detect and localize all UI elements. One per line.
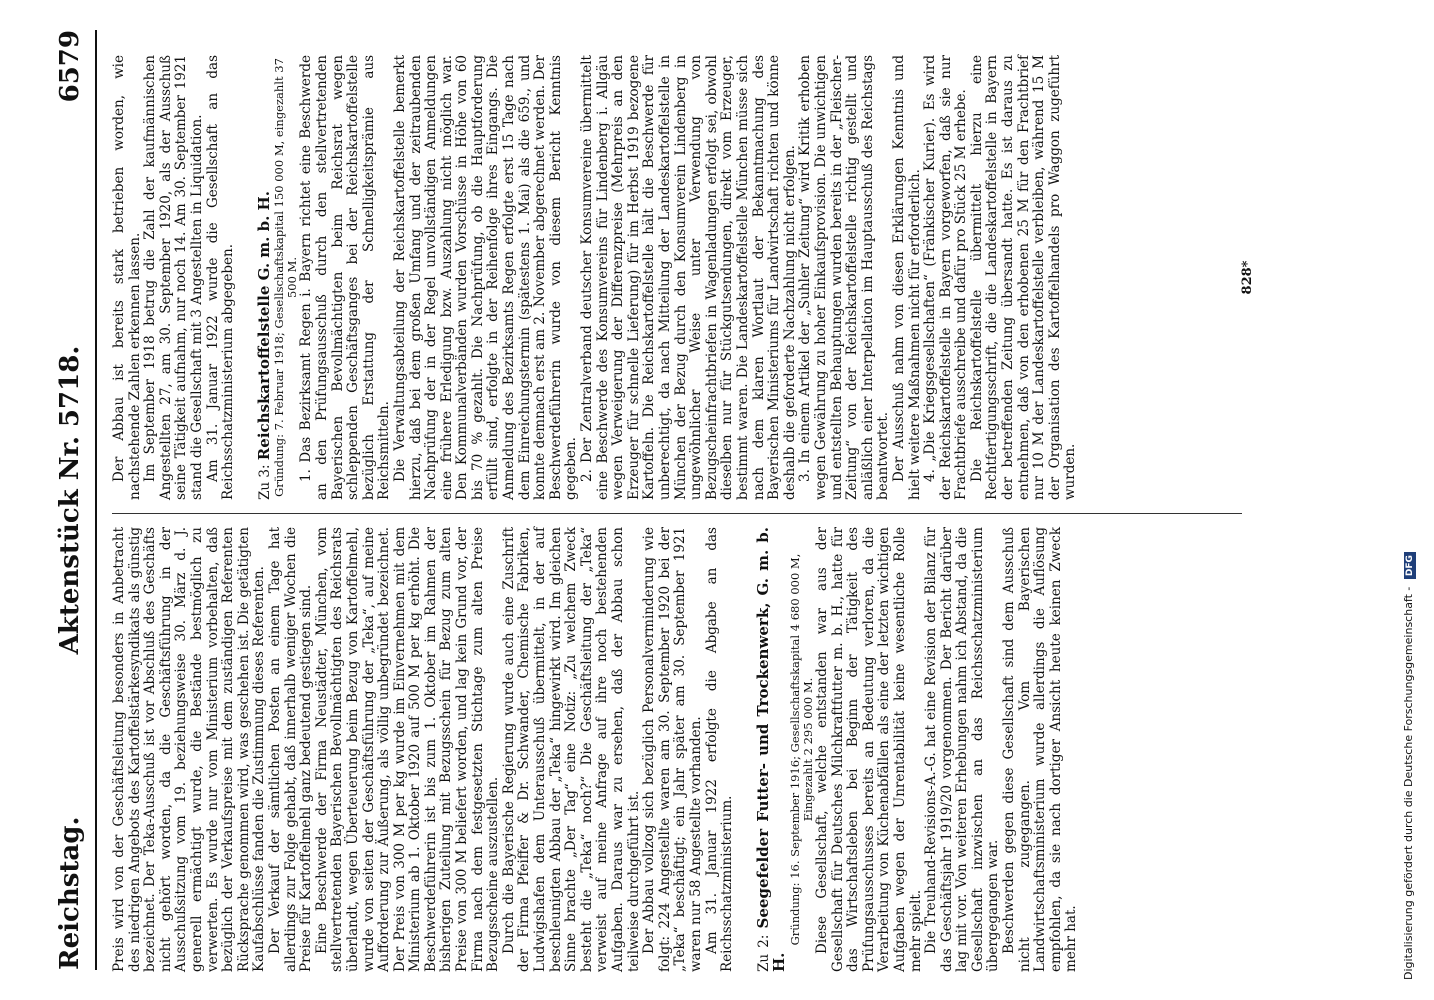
- section-prefix: Zu 2:: [755, 934, 772, 972]
- paragraph: Der Abbau ist bereits stark betrieben worden, wie nachstehende Zahlen erkennen lassen.: [111, 55, 143, 500]
- section-title: Seegefelder Futter- und Trockenwerk, G. m. b. H.: [753, 526, 789, 972]
- column-divider: [112, 513, 1242, 514]
- paragraph: Der Verkauf der sämtlichen Posten an einem Tage hat allerdings zur Folge gehabt, daß innerhalb weniger Wochen die Preise für Kartoffelmehl ganz bedeutend gestiegen sind.: [266, 527, 315, 972]
- section-prefix: Zu 3:: [256, 464, 273, 500]
- header-left: Reichstag.: [55, 816, 85, 970]
- section-heading: [753, 526, 789, 972]
- section-details: Gründung: 16. September 1916; Gesellschaftskapital 4 680 000 M, Eingezahlt 2 295 000 M.: [787, 553, 815, 946]
- digitization-text: Digitalisierung gefördert durch die Deutsche Forschungsgemeinschaft -: [1402, 586, 1415, 980]
- section-heading: [254, 55, 274, 500]
- paragraph: Beschwerden gegen diese Gesellschaft sind dem Ausschuß nicht zugegangen. Vom Bayerischen Landwirtschaftsministerium wurde allerdings die Auflösung empfohlen, da sie nach dortiger Ansicht heute keinen Zweck mehr hat.: [1001, 527, 1080, 972]
- paragraph: Am 31. Januar 1922 wurde die Gesellschaft an das Reichsschatzministerium abgegeben.: [204, 55, 237, 500]
- paragraph: 1. Das Bezirksamt Regen i. Bayern richtet eine Beschwerde an den Prüfungsausschuß durch den stellvertretenden Bayerischen Bevollmächtigten beim Reichsrat wegen schleppenden Geschäftsganges bei der Reichskartoffelstelle bezüglich Erstattung der Schnelligkeitsprämie aus Reichsmitteln.: [298, 55, 393, 500]
- page-number: 6579: [55, 30, 85, 103]
- page-header: [45, 30, 97, 970]
- section-details: Gründung: 7. Februar 1918; Gesellschaftskapital 150 000 M, eingezahlt 37 500 M.: [272, 58, 300, 497]
- paragraph: Preis wird von der Geschäftsleitung besonders in Anbetracht des niedrigen Angebots des Kartoffelstärkesyndikats als günstig bezeichnet. Der Teka-Ausschuß ist vor Abschluß des Geschäfts nicht gehört worden, da die Geschäftsführung in der Ausschußsitzung vom 19. beziehungsweise 30. März d. J. generell ermächtigt wurde, die Bestände bestmöglich zu verwerten. Es wurde nur vom Ministerium vorbehalten, daß bezüglich der Verkaufspreise mit dem zuständigen Referenten Rücksprache genommen wird, was geschehen ist. Die getätigten Kaufabschlüsse fanden die Zustimmung dieses Referenten.: [111, 527, 268, 972]
- paragraph: Am 31. Januar 1922 erfolgte die Abgabe an das Reichsschatzministerium.: [703, 527, 736, 972]
- paragraph: Die Treuhand-Revisions-A.-G. hat eine Revision der Bilanz für das Geschäftsjahr 1919/20 vorgenommen. Der Bericht darüber lag mit vor. Von weiteren Erhebungen nahm ich Abstand, da die Gesellschaft inzwischen an das Reichsschatzministerium übergegangen war.: [923, 527, 1002, 972]
- paragraph: Die Verwaltungsabteilung der Reichskartoffelstelle bemerkt hierzu, daß bei dem großen Umfang und der zeitraubenden Nachprüfung der in der Regel unvollständigen Anmeldungen eine frühere Erledigung bzw. Auszahlung nicht möglich war. Den Kommunalverbänden wurden Vorschüsse in Höhe von 60 bis 70 % gezahlt. Die Nachprüfung, ob die Hauptforderung erfüllt sind, erfolgte in der Reihenfolge ihres Eingangs. Die Anmeldung des Bezirksamts Regen erfolgte erst 15 Tage nach dem Einreichungstermin (spätestens 1. Mai) als die 659., und konnte demnach erst am 2. November abgerechnet werden. Der Beschwerdeführerin wurde von diesem Bericht Kenntnis gegeben.: [391, 55, 580, 500]
- header-title: Aktenstück Nr. 5718.: [55, 345, 85, 655]
- paragraph: 4. „Die Kriegsgesellschaften“ (Fränkischer Kurier). Es wird der Reichskartoffelstelle in Bayern vorgeworfen, daß sie nur Frachtbriefe ausschreibe und dafür pro Stück 25 M erhebe.: [922, 55, 970, 500]
- paragraph: 3. In einem Artikel der „Suhler Zeitung“ wird Kritik erhoben wegen Gewährung zu hoher Einkaufsprovision. Die unwichtigen und entstellten Behauptungen wurden bereits in der „Fleischer-Zeitung“ von der Reichskartoffelstelle richtig gestellt und anläßlich einer Interpellation im Hauptausschuß des Reichstags beantwortet.: [797, 55, 892, 500]
- paragraph: Eine Beschwerde der Firma Neustädter, München, vom stellvertretenden Bayerischen Bevollmächtigten des Reichsrats überlandt, wegen Überteuerung beim Bezug von Kartoffelmehl, wurde von seiten der Geschäftsführung der „Teka“, auf meine Aufforderung zur Äußerung, als völlig unbegründet bezeichnet. Der Preis von 300 M per kg wurde im Einvernehmen mit dem Ministerium ab 1. Oktober 1920 auf 500 M per kg erhöht. Die Beschwerdeführerin ist bis zum 1. Oktober im Rahmen der bisherigen Zuteilung mit Bezugsschein für Bezug zum alten Preise von 300 M beliefert worden, und lag kein Grund vor, der Firma nach dem festgesetzten Stichtage zum alten Preise Bezugsscheine auszustellen.: [313, 527, 502, 972]
- paragraph: 2. Der Zentralverband deutscher Konsumvereine übermittelt eine Beschwerde des Konsumvereins für Lindenberg i. Allgäu wegen Verweigerung der Differenzpreise (Mehrpreis an den Erzeuger für schnelle Lieferung) für im Herbst 1919 bezogene Kartoffeln. Die Reichskartoffelstelle hält die Beschwerde für unberechtigt, da nach Mitteilung der Landeskartoffelstelle in München der Bezug durch den Konsumverein Lindenberg in ungewöhnlicher Weise unter Verwendung von Bezugscheinfrachtbriefen in Wagenladungen erfolgt sei, obwohl dieselben nur für Stückgutsendungen, direkt vom Erzeuger, bestimmt waren. Die Landeskartoffelstelle München müsse sich nach dem klaren Wortlaut der Bekanntmachung des Bayerischen Ministeriums für Landwirtschaft richten und könne deshalb die geforderte Nachzahlung nicht erfolgen.: [579, 55, 798, 500]
- dfg-logo: DFG: [1404, 552, 1416, 579]
- paragraph: Im September 1918 betrug die Zahl der kaufmännischen Angestellten 27, am 30. September 1920, als der Ausschuß seine Tätigkeit aufnahm, nur noch 14. Am 30. September 1921 stand die Gesellschaft mit 3 Angestellten in Liquidation.: [142, 55, 205, 500]
- paragraph: Durch die Bayerische Regierung wurde auch eine Zuschrift der Firma Pfeiffer & Dr. Schwander, Chemische Fabriken, Ludwigshafen dem Unterausschuß übermittelt, in der auf beschleunigten Abbau der „Teka“ hingewirkt wird. Im gleichen Sinne brachte „Der Tag“ eine Notiz: „Zu welchem Zweck besteht die „Teka“ noch?“ Die Geschäftsleitung der „Teka“ verweist auf meine Anfrage auf ihre noch bestehenden Aufgaben. Daraus war zu ersehen, daß der Abbau schon teilweise durchgeführt ist.: [500, 527, 642, 972]
- digitization-note: [1402, 20, 1416, 980]
- right-column: [112, 55, 1079, 500]
- paragraph: Die Reichskartoffelstelle übermittelt hierzu eine Rechtfertigungsschrift, die die Landeskartoffelstelle in Bayern der betreffenden Zeitung übersandt hatte. Es ist daraus zu entnehmen, daß von den erhobenen 25 M für den Frachtbrief nur 10 M der Landeskartoffelstelle verbleiben, während 15 M der Organisation des Kartoffelhandels pro Waggon zugeführt wurden.: [968, 55, 1079, 500]
- left-column: [112, 527, 1080, 972]
- paragraph: Diese Gesellschaft, welche entstanden war aus der Gesellschaft für Deutsches Milchkraftfutter m. b. H., hatte für das Wirtschaftsleben bei Beginn der Tätigkeit des Prüfungsausschusses bereits an Bedeutung verloren, da die Verarbeitung von Küchenabfällen als eine der letzten wichtigen Aufgaben wegen der Unrentabilität keine wesentliche Rolle mehr spielt.: [813, 527, 924, 972]
- page-footnote-number: 828*: [1240, 260, 1255, 295]
- paragraph: Der Ausschuß nahm von diesen Erklärungen Kenntnis und hielt weitere Maßnahmen nicht für erforderlich.: [890, 55, 923, 500]
- section-title: Reichskartoffelstelle G. m. b. H.: [254, 191, 273, 461]
- paragraph: Der Abbau vollzog sich bezüglich Personalverminderung wie folgt: 224 Angestellte waren am 30. September 1920 bei der „Teka“ beschäftigt; ein Jahr später am 30. September 1921 waren nur 58 Angestellte vorhanden.: [641, 527, 704, 972]
